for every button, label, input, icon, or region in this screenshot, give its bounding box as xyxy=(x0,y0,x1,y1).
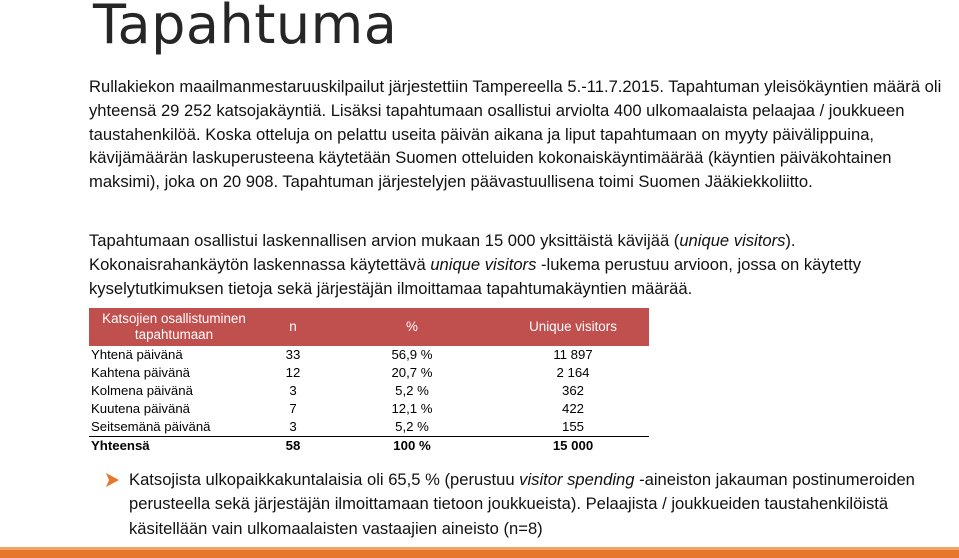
header-participation: Katsojien osallistuminen tapahtumaan xyxy=(89,308,259,346)
arrow-bullet-icon xyxy=(104,468,122,492)
paragraph-text: -lukema perustuu arvioon, jossa on käytetty kyselytutkimuksen tietoja sekä järjestäjän ilmoittamaa tapahtumakäyntien määrää. xyxy=(89,254,862,298)
paragraph-italic: unique visitors xyxy=(679,231,786,250)
intro-paragraph: Rullakiekon maailmanmestaruuskilpailut järjestettiin Tampereella 5.-11.7.2015. Tapahtuman yleisökäyntien määrä oli yhteensä 29 252 katsojakäyntiä. Lisäksi tapahtumaan osallistui arviolta 400 ulkomaalaista pelaajaa / joukkueen taustahenkilöä. Koska otteluja on pelattu useita päivän aikana ja liput tapahtumaan on myyty päivälippuina, kävijämäärän laskuperusteena käytetään Suomen otteluiden kokonaiskäyntimäärää (käyntien päiväkohtainen maksimi), joka on 20 908. Tapahtuman järjestelyjen päävastuullisena toimi Suomen Jääkiekkoliitto. xyxy=(89,77,942,192)
row-label: Kolmena päivänä xyxy=(91,383,193,398)
page-title: Tapahtuma xyxy=(93,0,398,56)
total-label: Yhteensä xyxy=(89,437,259,456)
row-n: 7 xyxy=(289,401,297,416)
table-row xyxy=(89,364,649,382)
row-label: Yhtenä päivänä xyxy=(91,347,183,362)
table-row xyxy=(89,382,649,400)
header-unique-visitors: Unique visitors xyxy=(497,308,649,346)
total-n: 58 xyxy=(259,437,327,456)
table-row xyxy=(89,346,649,364)
table-row xyxy=(89,400,649,418)
attendance-table xyxy=(89,308,649,455)
paragraph-text: Tapahtumaan osallistui laskennallisen arvion mukaan 15 000 yksittäistä kävijää ( xyxy=(89,231,680,250)
row-n: 33 xyxy=(285,347,301,362)
table-row xyxy=(89,418,649,437)
total-unique-visitors: 15 000 xyxy=(497,437,649,456)
row-label: Seitsemänä päivänä xyxy=(91,419,211,434)
row-unique-visitors: 155 xyxy=(561,419,584,434)
row-percent: 5,2 % xyxy=(395,383,429,398)
header-percent: % xyxy=(327,308,497,346)
unique-visitors-paragraph xyxy=(89,229,949,300)
bullet-text-part: -aineiston jakauman postinumeroiden perusteella sekä järjestäjän ilmoittamaan tietoon joukkueista). Pelaajista / joukkueiden taustahenkilöistä käsitellään vain ulkomaalaisten vastaajien aineisto (n=8) xyxy=(129,470,915,538)
row-unique-visitors: 11 897 xyxy=(553,347,593,362)
header-n: n xyxy=(259,308,327,346)
row-n: 12 xyxy=(285,365,301,380)
row-percent: 5,2 % xyxy=(395,419,429,434)
row-label: Kahtena päivänä xyxy=(91,365,190,380)
row-unique-visitors: 362 xyxy=(561,383,584,398)
row-unique-visitors: 422 xyxy=(561,401,584,416)
row-label: Kuutena päivänä xyxy=(91,401,190,416)
row-unique-visitors: 2 164 xyxy=(556,365,590,380)
bullet-italic: visitor spending xyxy=(519,470,635,489)
bullet-text-part: Katsojista ulkopaikkakuntalaisia oli 65,5 % (perustuu xyxy=(129,470,520,489)
row-percent: 12,1 % xyxy=(391,401,433,416)
bottom-accent-bar xyxy=(0,550,959,558)
bullet-point xyxy=(104,468,954,541)
row-percent: 20,7 % xyxy=(391,365,433,380)
total-percent: 100 % xyxy=(327,437,497,456)
paragraph-italic: unique visitors xyxy=(430,254,537,274)
row-percent: 56,9 % xyxy=(391,347,433,362)
paragraph-text: ). Kokonaisrahankäytön laskennassa käytettävä xyxy=(89,231,796,274)
table-header-row xyxy=(89,308,649,346)
bullet-text xyxy=(129,468,954,541)
row-n: 3 xyxy=(289,383,297,398)
table-total-row xyxy=(89,437,649,456)
row-n: 3 xyxy=(289,419,297,434)
